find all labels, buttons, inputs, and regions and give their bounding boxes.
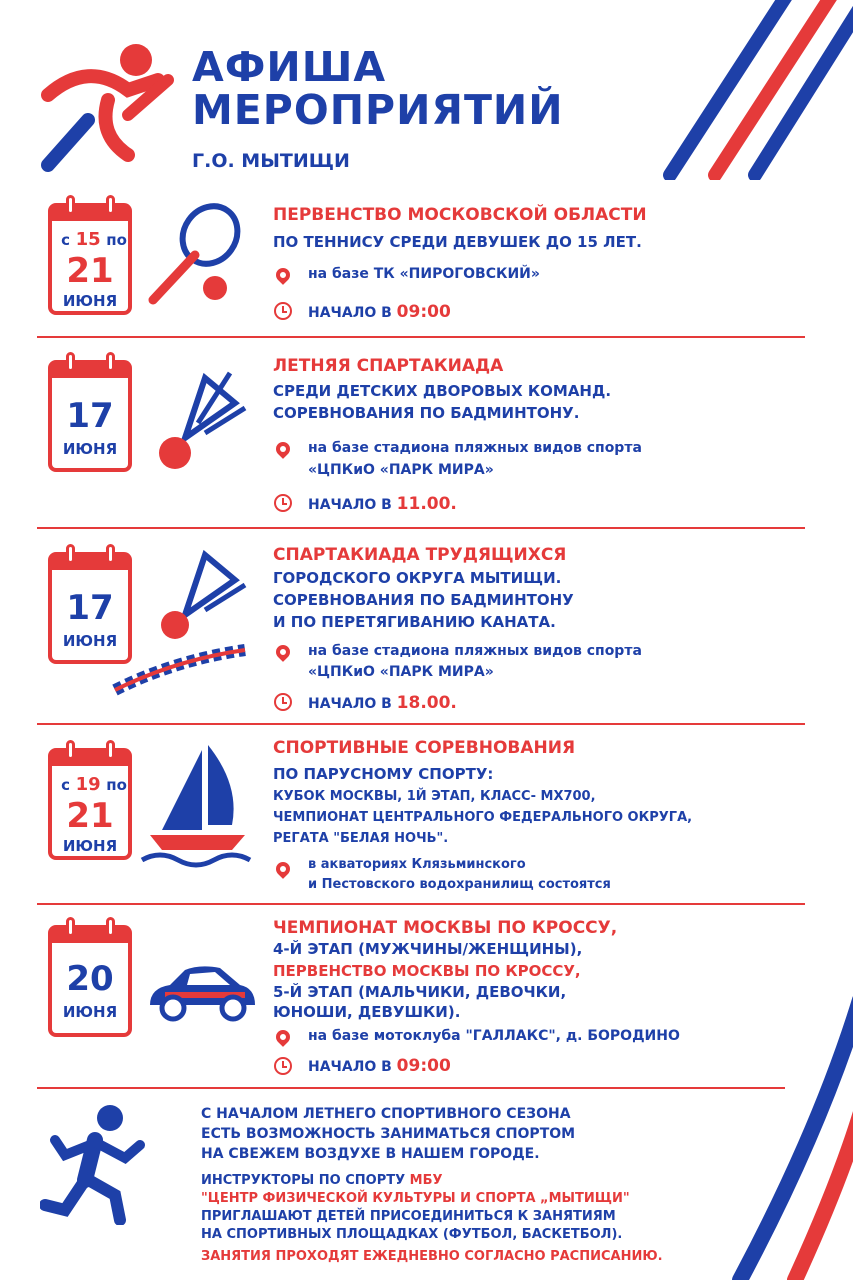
date-day: 21 bbox=[66, 796, 114, 836]
shuttlecock-icon bbox=[150, 368, 250, 473]
event-location: на базе стадиона пляжных видов спорта bbox=[308, 440, 642, 456]
date-day: 17 bbox=[66, 396, 114, 436]
date-month: ИЮНЯ bbox=[62, 440, 118, 458]
date-day: 20 bbox=[66, 959, 114, 999]
date-month: ИЮНЯ bbox=[62, 837, 118, 855]
page-title-line1: АФИША bbox=[192, 43, 387, 91]
event-line: ЮНОШИ, ДЕВУШКИ). bbox=[273, 1003, 461, 1021]
event-start: НАЧАЛО В 09:00 bbox=[308, 302, 451, 322]
event-line: ГОРОДСКОГО ОКРУГА МЫТИЩИ. bbox=[273, 569, 562, 587]
event-line: 4-Й ЭТАП (МУЖЧИНЫ/ЖЕНЩИНЫ), bbox=[273, 940, 583, 958]
page-title-line2: МЕРОПРИЯТИЙ bbox=[192, 86, 564, 134]
calendar-icon: с 15 по 21 ИЮНЯ bbox=[48, 203, 132, 315]
date-month: ИЮНЯ bbox=[62, 1003, 118, 1021]
event-title: ПЕРВЕНСТВО МОСКОВСКОЙ ОБЛАСТИ bbox=[273, 205, 647, 225]
location-pin-icon bbox=[273, 265, 293, 285]
page-subtitle: Г.О. МЫТИЩИ bbox=[192, 150, 350, 172]
clock-icon bbox=[274, 494, 292, 512]
event-title: ЛЕТНЯЯ СПАРТАКИАДА bbox=[273, 356, 504, 376]
event-line: 5-Й ЭТАП (МАЛЬЧИКИ, ДЕВОЧКИ, bbox=[273, 983, 567, 1001]
location-pin-icon bbox=[273, 859, 293, 879]
event-line: И ПО ПЕРЕТЯГИВАНИЮ КАНАТА. bbox=[273, 613, 556, 631]
event-location: «ЦПКиО «ПАРК МИРА» bbox=[308, 462, 494, 478]
location-pin-icon bbox=[273, 1027, 293, 1047]
event-detail: ЧЕМПИОНАТ ЦЕНТРАЛЬНОГО ФЕДЕРАЛЬНОГО ОКРУГА, bbox=[273, 810, 693, 825]
event-detail: КУБОК МОСКВЫ, 1Й ЭТАП, КЛАСС- МХ700, bbox=[273, 789, 596, 804]
event-start: НАЧАЛО В 09:00 bbox=[308, 1056, 451, 1076]
running-person-icon bbox=[40, 1100, 160, 1225]
calendar-icon bbox=[48, 925, 132, 1037]
divider bbox=[37, 903, 805, 905]
location-pin-icon bbox=[273, 642, 293, 662]
event-title: ЧЕМПИОНАТ МОСКВЫ ПО КРОССУ, bbox=[273, 918, 618, 938]
event-title: СПАРТАКИАДА ТРУДЯЩИХСЯ bbox=[273, 545, 567, 565]
calendar-icon: с 19 по 21 ИЮНЯ bbox=[48, 748, 132, 860]
event-location: и Пестовского водохранилищ состоятся bbox=[308, 877, 611, 892]
date-day: 21 bbox=[66, 251, 114, 291]
divider bbox=[37, 527, 805, 529]
event-line-red: ПЕРВЕНСТВО МОСКВЫ ПО КРОССУ, bbox=[273, 962, 581, 980]
event-line: ПО ТЕННИСУ СРЕДИ ДЕВУШЕК ДО 15 ЛЕТ. bbox=[273, 233, 642, 251]
divider bbox=[37, 1087, 785, 1089]
event-start: НАЧАЛО В 18.00. bbox=[308, 693, 457, 713]
stripes-decoration bbox=[640, 0, 853, 180]
clock-icon bbox=[274, 1057, 292, 1075]
shuttlecock-rope-icon bbox=[105, 545, 255, 710]
event-line: СРЕДИ ДЕТСКИХ ДВОРОВЫХ КОМАНД. bbox=[273, 382, 612, 400]
event-location: «ЦПКиО «ПАРК МИРА» bbox=[308, 664, 494, 680]
event-line: СОРЕВНОВАНИЯ ПО БАДМИНТОНУ. bbox=[273, 404, 580, 422]
runner-logo-icon bbox=[28, 40, 178, 175]
date-month: ИЮНЯ bbox=[62, 292, 118, 310]
event-line: ПО ПАРУСНОМУ СПОРТУ: bbox=[273, 765, 494, 783]
event-start: НАЧАЛО В 11.00. bbox=[308, 494, 457, 514]
divider bbox=[37, 723, 805, 725]
divider bbox=[37, 336, 805, 338]
car-icon bbox=[145, 960, 260, 1030]
location-pin-icon bbox=[273, 439, 293, 459]
event-location: на базе мотоклуба "ГАЛЛАКС", д. БОРОДИНО bbox=[308, 1028, 680, 1044]
clock-icon bbox=[274, 302, 292, 320]
event-line: СОРЕВНОВАНИЯ ПО БАДМИНТОНУ bbox=[273, 591, 574, 609]
event-location: в акваториях Клязьминского bbox=[308, 857, 526, 872]
event-detail: РЕГАТА "БЕЛАЯ НОЧЬ". bbox=[273, 831, 449, 846]
clock-icon bbox=[274, 693, 292, 711]
event-location: на базе стадиона пляжных видов спорта bbox=[308, 643, 642, 659]
calendar-icon bbox=[48, 360, 132, 472]
footer-text: С НАЧАЛОМ ЛЕТНЕГО СПОРТИВНОГО СЕЗОНА ЕСТЬ ВОЗМОЖНОСТЬ ЗАНИМАТЬСЯ СПОРТОМ НА СВЕЖЕМ ВОЗДУХЕ В НАШЕМ ГОРОДЕ. bbox=[201, 1106, 576, 1162]
tennis-icon bbox=[145, 200, 245, 310]
sailboat-icon bbox=[140, 745, 255, 870]
event-title: СПОРТИВНЫЕ СОРЕВНОВАНИЯ bbox=[273, 738, 576, 758]
date-month: ИЮНЯ bbox=[62, 632, 118, 650]
footer-text: ИНСТРУКТОРЫ ПО СПОРТУ МБУ "ЦЕНТР ФИЗИЧЕСКОЙ КУЛЬТУРЫ И СПОРТА „МЫТИЩИ" ПРИГЛАШАЮТ ДЕТЕЙ ПРИСОЕДИНИТЬСЯ К ЗАНЯТИЯМ НА СПОРТИВНЫХ ПЛОЩАДКАХ (ФУТБОЛ, БАСКЕТБОЛ). ЗАНЯТИЯ ПРОХОДЯТ ЕЖЕДНЕВНО СОГЛАСНО РАСПИСАНИЮ. bbox=[201, 1173, 663, 1264]
event-location: на базе ТК «ПИРОГОВСКИЙ» bbox=[308, 266, 540, 282]
stripes-decoration-bottom bbox=[700, 970, 853, 1280]
date-day: 17 bbox=[66, 588, 114, 628]
